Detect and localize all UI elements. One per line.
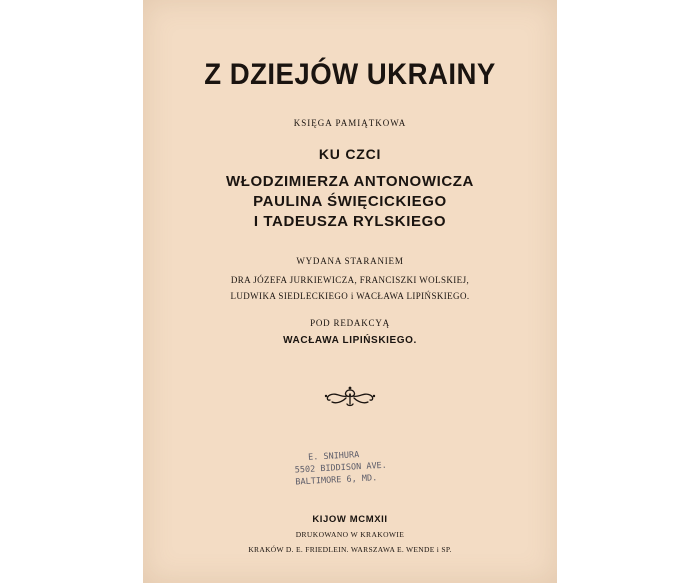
honoree-line: WŁODZIMIERZA ANTONOWICZA xyxy=(226,173,474,190)
stamp-line: 5502 BIDDISON AVE. xyxy=(294,460,388,476)
printer-line: KRAKÓW D. E. FRIEDLEIN. WARSZAWA E. WENDE i SP. xyxy=(248,545,452,554)
stamp-line: BALTIMORE 6, MD. xyxy=(295,473,378,488)
editor-name: WACŁAWA LIPIŃSKIEGO. xyxy=(283,335,417,346)
editor-intro: POD REDAKCYĄ xyxy=(310,318,390,328)
publishers-line: DRA JÓZEFA JURKIEWICZA, FRANCISZKI WOLSKIEJ, xyxy=(230,275,470,285)
owner-stamp xyxy=(294,448,392,499)
fleuron-ornament-icon xyxy=(320,384,380,408)
publishers-line: LUDWIKA SIEDLECKIEGO i WACŁAWA LIPIŃSKIEGO. xyxy=(230,291,470,301)
honoree-line: I TADEUSZA RYLSKIEGO xyxy=(253,213,447,230)
dedication-intro: KU CZCI xyxy=(318,146,382,162)
printed-in: DRUKOWANO W KRAKOWIE xyxy=(295,530,405,539)
place-year: KIJOW MCMXII xyxy=(312,514,388,525)
honoree-line: PAULINA ŚWIĘCICKIEGO xyxy=(253,193,447,210)
book-subtitle: KSIĘGA PAMIĄTKOWA xyxy=(293,118,407,128)
title-page xyxy=(143,0,557,583)
published-by-intro: WYDANA STARANIEM xyxy=(296,256,404,266)
stamp-line: E. SNIHURA xyxy=(307,450,360,463)
book-title: Z DZIEJÓW UKRAINY xyxy=(204,58,496,91)
